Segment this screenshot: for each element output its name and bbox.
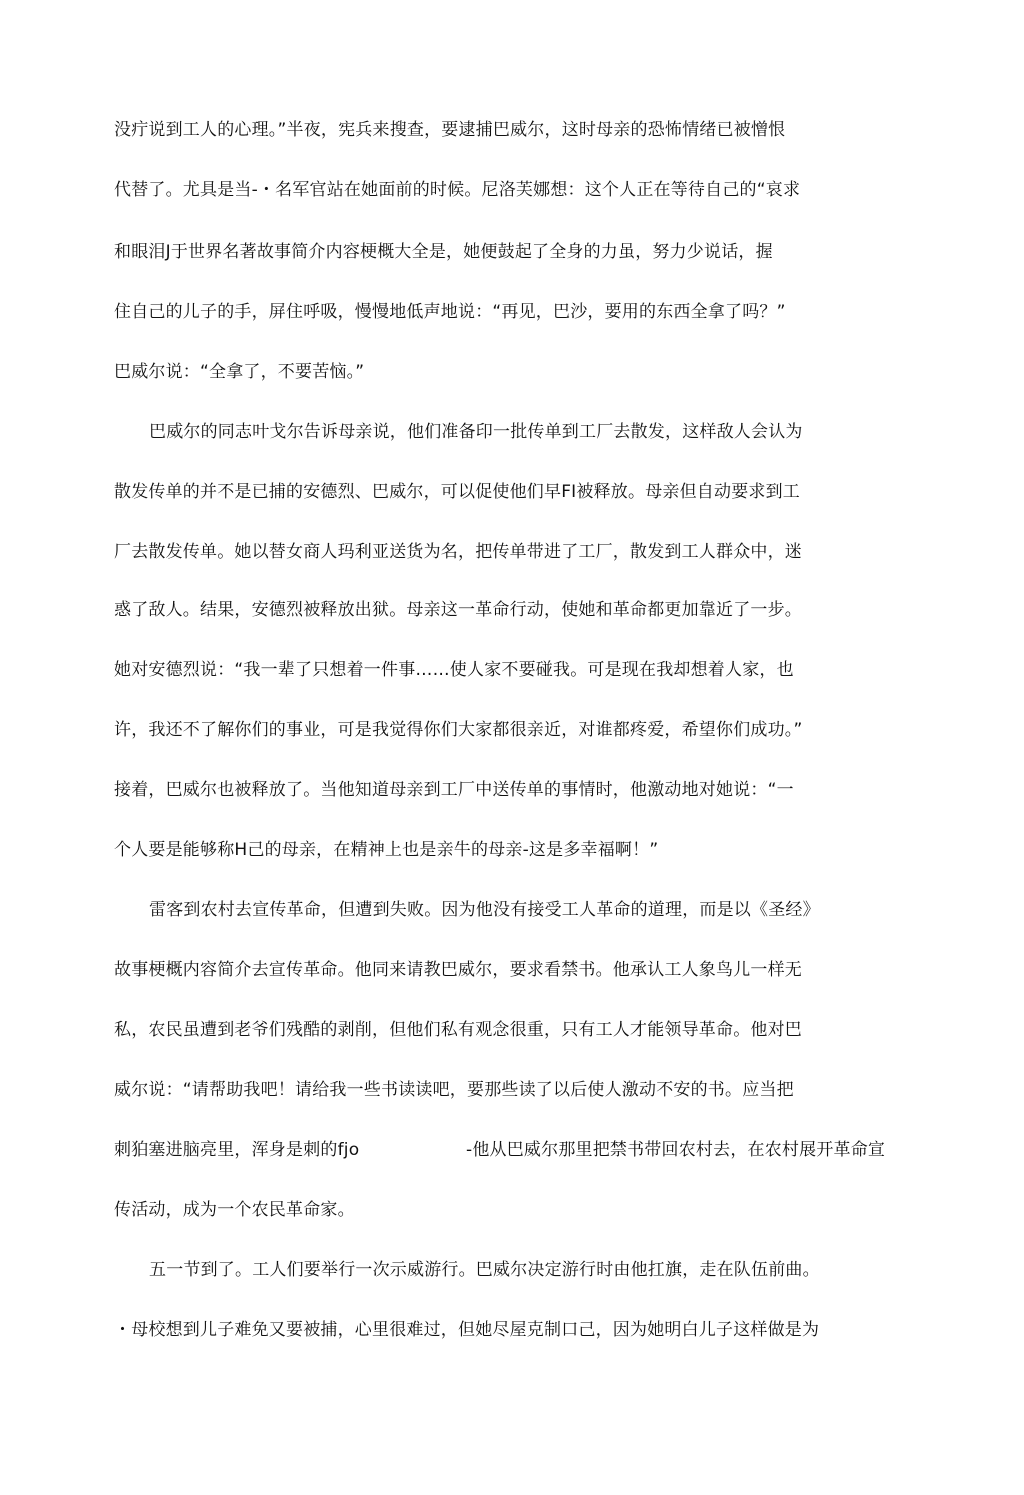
text-line: 巴威尔说：“全拿了，不要苦恼。”	[114, 362, 365, 382]
paragraph-first-line: 雷客到农村去宣传革命，但遭到失败。因为他没有接受工人革命的道理，而是以《圣经》	[149, 900, 820, 920]
text-line: 没疔说到工人的心理。”半夜，宪兵来搜查，要逮捕巴威尔，这时母亲的恐怖情绪已被憎恨	[114, 120, 786, 140]
text-line: 她对安德烈说：“我一辈了只想着一件事……使人家不要碰我。可是现在我却想着人家，也	[114, 660, 794, 680]
paragraph-first-line: 五一节到了。工人们要举行一次示威游行。巴威尔决定游行时由他扛旗，走在队伍前曲。	[149, 1260, 820, 1280]
text-line: ・母校想到儿子难免又要被捕，心里很难过，但她尽屋克制口己，因为她明白儿子这样做是为	[114, 1320, 820, 1340]
text-line: 住自己的儿子的手，屏住呼吸，慢慢地低声地说：“再见，巴沙，要用的东西全拿了吗？”	[114, 302, 786, 322]
text-line: 散发传单的并不是已捕的安德烈、巴威尔，可以促使他们早FI被释放。母亲但自动要求到工	[114, 482, 800, 502]
text-line-segment: 刺狛塞进脑亮里，浑身是刺的fjo	[114, 1140, 360, 1160]
text-line: 传活动，成为一个农民革命家。	[114, 1200, 355, 1220]
text-line: 故事梗概内容简介去宣传革命。他同来请教巴威尔，要求看禁书。他承认工人象鸟儿一样无	[114, 960, 802, 980]
text-line: 厂去散发传单。她以替女商人玛利亚送货为名，把传单带进了工厂，散发到工人群众中，迷	[114, 542, 802, 562]
text-line: 和眼泪J于世界名著故事简介内容梗概大全是，她便鼓起了全身的力虽，努力少说话，握	[114, 242, 773, 262]
text-line: 代替了。尤具是当-・名军官站在她面前的时候。尼洛芙娜想：这个人正在等待自己的“哀求	[114, 180, 801, 200]
text-line-segment: -他从巴威尔那里把禁书带回农村去，在农村展开革命宣	[466, 1140, 886, 1160]
text-line: 私，农民虽遭到老爷们残酷的剥削，但他们私有观念很重，只有工人才能领导革命。他对巴	[114, 1020, 802, 1040]
paragraph-first-line: 巴威尔的同志叶戈尔告诉母亲说，他们准备印一批传单到工厂去散发，这样敌人会认为	[149, 422, 803, 442]
text-line: 惑了敌人。结果，安德烈被释放出狱。母亲这一革命行动，使她和革命都更加靠近了一步。	[114, 600, 802, 620]
text-line: 个人要是能够称H己的母亲，在精神上也是亲牛的母亲-这是多幸福啊！”	[114, 840, 659, 860]
text-line: 许，我还不了解你们的事业，可是我觉得你们大家都很亲近，对谁都疼爱，希望你们成功。”	[114, 720, 803, 740]
text-line: 威尔说：“请帮助我吧！请给我一些书读读吧，要那些读了以后使人激动不安的书。应当把	[114, 1080, 794, 1100]
text-line: 接着，巴威尔也被释放了。当他知道母亲到工厂中送传单的事情时，他激动地对她说：“一	[114, 780, 794, 800]
